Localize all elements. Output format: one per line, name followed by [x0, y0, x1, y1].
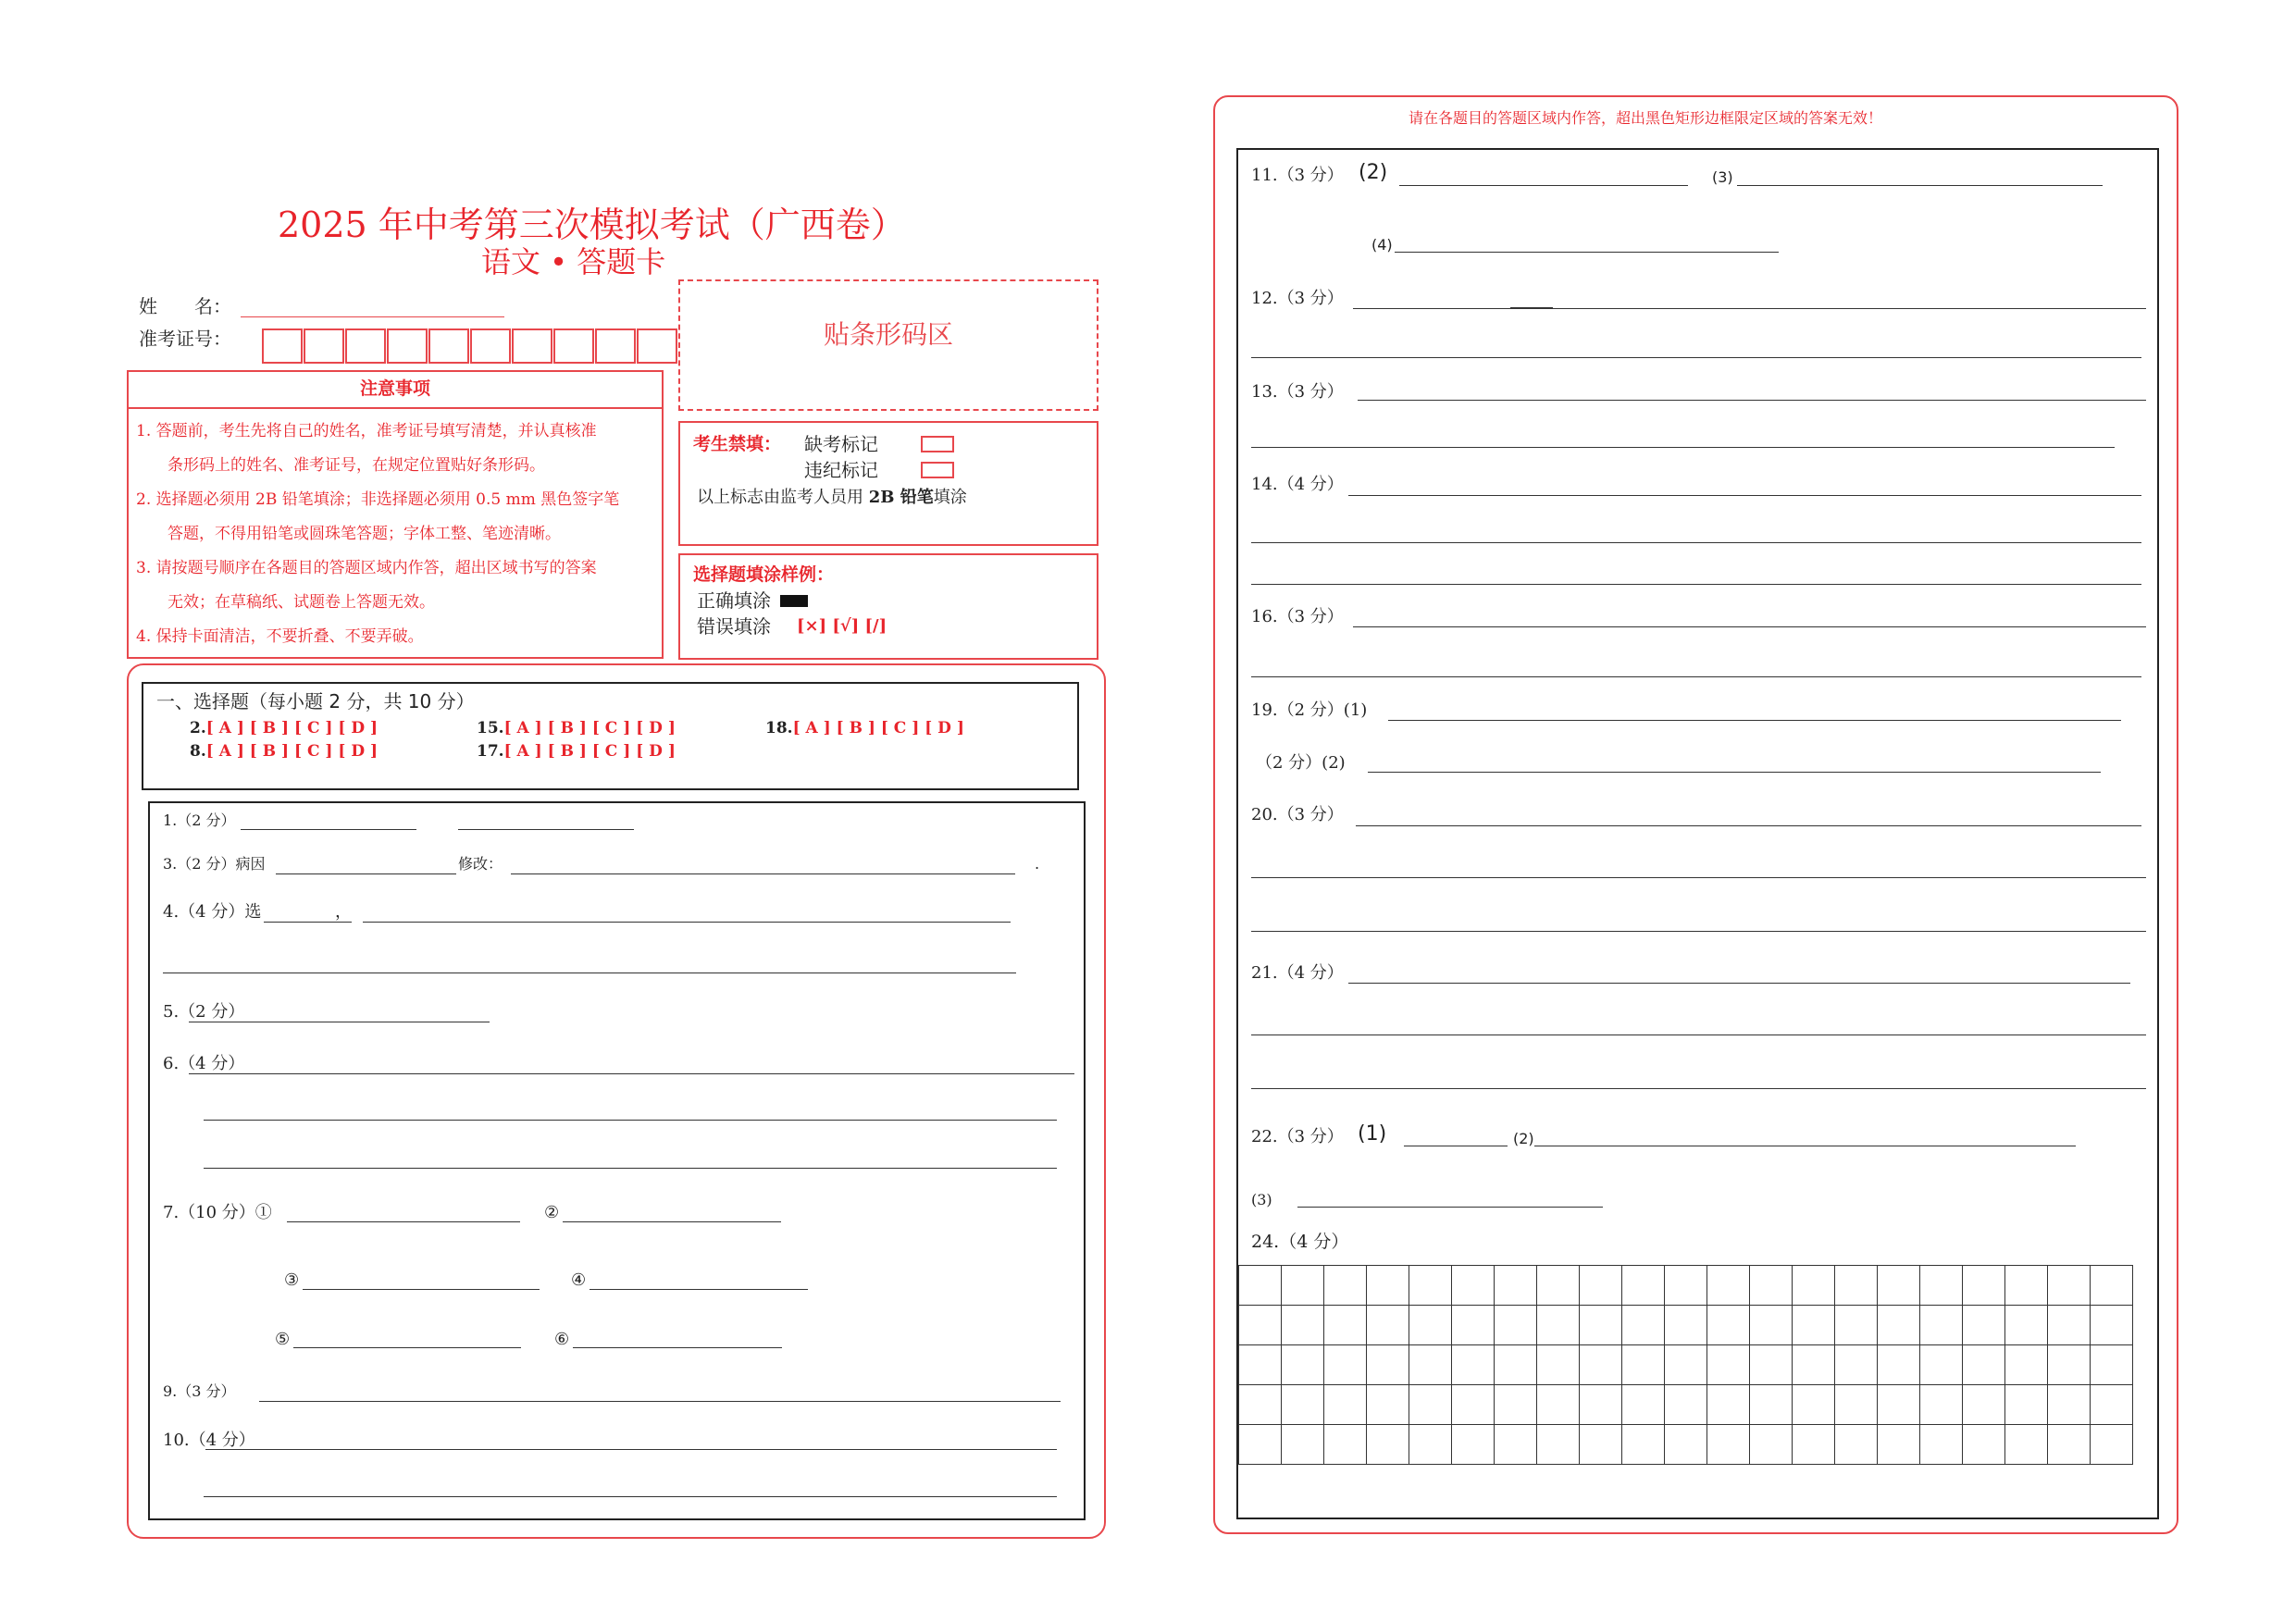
notice-item: 无效；在草稿纸、试题卷上答题无效。: [136, 593, 435, 612]
grid-cell[interactable]: [1622, 1385, 1665, 1425]
q7-circle-6: ⑥: [554, 1330, 570, 1349]
grid-cell[interactable]: [1920, 1425, 1963, 1465]
grid-cell[interactable]: [1665, 1385, 1707, 1425]
q7-answer-2[interactable]: [563, 1221, 781, 1222]
q11-label: 11.（3 分）: [1251, 166, 1344, 185]
grid-cell[interactable]: [1622, 1345, 1665, 1385]
grid-cell[interactable]: [2005, 1425, 2048, 1465]
q3-fix-answer[interactable]: [511, 873, 1015, 874]
choice-title: 一、选择题（每小题 2 分，共 10 分）: [156, 690, 475, 712]
sample-correct-label: 正确填涂: [697, 589, 771, 612]
grid-cell[interactable]: [2091, 1306, 2133, 1345]
q6-answer-2[interactable]: [204, 1120, 1057, 1121]
grid-cell[interactable]: [1282, 1266, 1324, 1306]
q9-label: 9.（3 分）: [163, 1382, 236, 1400]
absent-label: 缺考标记: [804, 433, 878, 455]
grid-cell[interactable]: [1495, 1345, 1537, 1385]
name-label: 姓 名：: [139, 295, 231, 317]
grid-cell[interactable]: [1580, 1306, 1622, 1345]
notice-box: [127, 370, 664, 659]
grid-cell[interactable]: [1963, 1345, 2005, 1385]
q21-answer-3[interactable]: [1251, 1088, 2146, 1089]
barcode-area: [678, 279, 1098, 411]
q16-label: 16.（3 分）: [1251, 607, 1344, 626]
page-title: 2025 年中考第三次模拟考试（广西卷）: [278, 204, 906, 245]
forbidden-note-pre: 以上标志由监考人员用: [697, 488, 869, 507]
q22-sub3: (3): [1251, 1191, 1272, 1208]
q21-answer-1[interactable]: [1348, 983, 2130, 984]
grid-cell[interactable]: [1324, 1345, 1367, 1385]
grid-cell[interactable]: [1239, 1306, 1282, 1345]
grid-cell[interactable]: [1495, 1425, 1537, 1465]
grid-cell[interactable]: [2091, 1266, 2133, 1306]
q14-answer-2[interactable]: [1251, 542, 2141, 543]
forbidden-box: [678, 421, 1098, 546]
choice-row[interactable]: 15.[ A ] [ B ] [ C ] [ D ]: [477, 719, 676, 737]
grid-cell[interactable]: [1324, 1385, 1367, 1425]
grid-cell[interactable]: [1963, 1385, 2005, 1425]
grid-cell[interactable]: [1580, 1425, 1622, 1465]
choice-row[interactable]: 8.[ A ] [ B ] [ C ] [ D ]: [190, 742, 379, 761]
violation-label: 违纪标记: [804, 459, 878, 481]
sample-correct-mark: [780, 595, 808, 607]
grid-cell[interactable]: [1537, 1266, 1580, 1306]
grid-cell[interactable]: [1282, 1385, 1324, 1425]
grid-cell[interactable]: [1750, 1266, 1793, 1306]
grid-cell[interactable]: [1580, 1266, 1622, 1306]
q1-answer-2[interactable]: [458, 829, 634, 830]
grid-cell[interactable]: [1793, 1425, 1835, 1465]
grid-cell[interactable]: [1793, 1306, 1835, 1345]
grid-cell[interactable]: [1793, 1345, 1835, 1385]
grid-cell[interactable]: [1409, 1425, 1452, 1465]
grid-cell[interactable]: [1665, 1345, 1707, 1385]
violation-mark-box[interactable]: [921, 462, 954, 478]
grid-cell[interactable]: [1324, 1266, 1367, 1306]
q7-circle-3: ③: [284, 1270, 300, 1290]
grid-cell[interactable]: [1707, 1385, 1750, 1425]
sample-box: [678, 553, 1098, 660]
grid-cell[interactable]: [1239, 1266, 1282, 1306]
grid-cell[interactable]: [1878, 1425, 1920, 1465]
q19-answer-2[interactable]: [1368, 772, 2101, 773]
writing-grid[interactable]: [1238, 1265, 2133, 1465]
grid-cell[interactable]: [1920, 1385, 1963, 1425]
grid-cell[interactable]: [2005, 1306, 2048, 1345]
q22-label: 22.（3 分）: [1251, 1127, 1344, 1146]
choice-section: [142, 682, 1079, 790]
grid-cell[interactable]: [1537, 1385, 1580, 1425]
q16-answer-1[interactable]: [1353, 626, 2146, 627]
q20-answer-2[interactable]: [1251, 877, 2146, 878]
notice-item: 2. 选择题必须用 2B 铅笔填涂；非选择题必须用 0.5 mm 黑色签字笔: [136, 490, 620, 509]
grid-cell[interactable]: [1324, 1425, 1367, 1465]
q7-label: 7.（10 分）①: [163, 1203, 272, 1222]
q4-comma: ，: [335, 902, 352, 922]
q11-sub4: (4): [1371, 236, 1393, 254]
q1-answer-1[interactable]: [241, 829, 416, 830]
q12-answer-2[interactable]: [1251, 357, 2141, 358]
grid-cell[interactable]: [1707, 1425, 1750, 1465]
grid-cell[interactable]: [1665, 1266, 1707, 1306]
grid-cell[interactable]: [1878, 1385, 1920, 1425]
grid-cell[interactable]: [1495, 1266, 1537, 1306]
q19-label-2: （2 分）(2): [1256, 753, 1346, 773]
grid-cell[interactable]: [1282, 1345, 1324, 1385]
grid-cell[interactable]: [2005, 1345, 2048, 1385]
forbidden-note-post: 填涂: [933, 488, 967, 507]
notice-item: 1. 答题前，考生先将自己的姓名，准考证号填写清楚，并认真核准: [136, 422, 597, 440]
q10-answer-1[interactable]: [205, 1449, 1057, 1450]
q22-sub2: (2): [1513, 1130, 1534, 1147]
grid-cell[interactable]: [1963, 1266, 2005, 1306]
choice-row[interactable]: 17.[ A ] [ B ] [ C ] [ D ]: [477, 742, 676, 761]
grid-cell[interactable]: [1707, 1345, 1750, 1385]
q20-answer-1[interactable]: [1356, 825, 2141, 826]
notice-item: 3. 请按题号顺序在各题目的答题区域内作答，超出区域书写的答案: [136, 559, 597, 577]
grid-cell[interactable]: [1495, 1306, 1537, 1345]
grid-cell[interactable]: [1367, 1306, 1409, 1345]
q20-label: 20.（3 分）: [1251, 805, 1344, 824]
q10-answer-2[interactable]: [204, 1496, 1057, 1497]
q1-label: 1.（2 分）: [163, 812, 236, 829]
grid-cell[interactable]: [1537, 1345, 1580, 1385]
grid-cell[interactable]: [1452, 1425, 1495, 1465]
exam-id-boxes[interactable]: [262, 328, 678, 362]
q12-answer-mark: [1510, 307, 1553, 309]
grid-cell[interactable]: [2048, 1306, 2091, 1345]
choice-row[interactable]: 2.[ A ] [ B ] [ C ] [ D ]: [190, 719, 379, 737]
grid-cell[interactable]: [1409, 1345, 1452, 1385]
q13-answer-1[interactable]: [1358, 400, 2146, 401]
grid-cell[interactable]: [1367, 1345, 1409, 1385]
q6-answer-3[interactable]: [204, 1168, 1057, 1169]
grid-cell[interactable]: [2091, 1345, 2133, 1385]
grid-cell[interactable]: [1324, 1306, 1367, 1345]
q4-label: 4.（4 分）选: [163, 902, 262, 922]
q19-label: 19.（2 分）(1): [1251, 700, 1368, 720]
notice-item: 4. 保持卡面清洁，不要折叠、不要弄破。: [136, 627, 424, 646]
notice-item: 条形码上的姓名、准考证号，在规定位置贴好条形码。: [136, 456, 545, 475]
q7-answer-1[interactable]: [287, 1221, 520, 1222]
grid-cell[interactable]: [1580, 1345, 1622, 1385]
q11-answer-2[interactable]: [1399, 185, 1688, 186]
grid-cell[interactable]: [2005, 1266, 2048, 1306]
q14-answer-1[interactable]: [1348, 495, 2141, 496]
grid-cell[interactable]: [1239, 1385, 1282, 1425]
grid-cell[interactable]: [1707, 1306, 1750, 1345]
grid-cell[interactable]: [1367, 1385, 1409, 1425]
grid-cell[interactable]: [1622, 1266, 1665, 1306]
absent-mark-box[interactable]: [921, 436, 954, 452]
notice-item: 答题，不得用铅笔或圆珠笔答题；字体工整、笔迹清晰。: [136, 525, 561, 543]
q19-answer-1[interactable]: [1388, 720, 2121, 721]
q6-label: 6.（4 分）: [163, 1054, 245, 1073]
grid-cell[interactable]: [1409, 1306, 1452, 1345]
q7-circle-4: ④: [571, 1270, 587, 1290]
q21-label: 21.（4 分）: [1251, 963, 1344, 983]
q14-answer-3[interactable]: [1251, 584, 2141, 585]
sample-title: 选择题填涂样例：: [693, 564, 835, 585]
grid-cell[interactable]: [1835, 1425, 1878, 1465]
grid-cell[interactable]: [1963, 1306, 2005, 1345]
sample-wrong-label: 错误填涂: [697, 615, 771, 638]
grid-cell[interactable]: [1452, 1266, 1495, 1306]
q3-fix-label: 修改：: [458, 855, 503, 873]
q9-answer[interactable]: [259, 1401, 1061, 1402]
grid-cell[interactable]: [1835, 1306, 1878, 1345]
q10-label: 10.（4 分）: [163, 1431, 255, 1450]
grid-cell[interactable]: [2005, 1385, 2048, 1425]
q3-cause-answer[interactable]: [276, 873, 456, 874]
grid-cell[interactable]: [1750, 1345, 1793, 1385]
q22-sub1: (1): [1358, 1122, 1387, 1146]
grid-cell[interactable]: [1920, 1266, 1963, 1306]
q16-answer-2[interactable]: [1251, 676, 2141, 677]
q6-answer-1[interactable]: [189, 1073, 1074, 1074]
q11-sub3: (3): [1712, 168, 1733, 186]
q12-label: 12.（3 分）: [1251, 289, 1344, 308]
forbidden-note: [697, 488, 967, 508]
q11-answer-3[interactable]: [1737, 185, 2103, 186]
grid-cell[interactable]: [1963, 1425, 2005, 1465]
grid-cell[interactable]: [1622, 1425, 1665, 1465]
q7-circle-2: ②: [544, 1203, 560, 1222]
grid-cell[interactable]: [2048, 1425, 2091, 1465]
grid-cell[interactable]: [1452, 1306, 1495, 1345]
choice-row[interactable]: 18.[ A ] [ B ] [ C ] [ D ]: [765, 719, 964, 737]
q7-circle-5: ⑤: [275, 1330, 291, 1349]
grid-cell[interactable]: [1537, 1425, 1580, 1465]
grid-cell[interactable]: [2048, 1345, 2091, 1385]
name-field[interactable]: [241, 316, 504, 317]
grid-cell[interactable]: [1452, 1385, 1495, 1425]
q4-answer-1[interactable]: [363, 922, 1011, 923]
q5-label: 5.（2 分）: [163, 1002, 245, 1022]
q7-answer-6[interactable]: [573, 1347, 782, 1348]
barcode-label: 贴条形码区: [824, 319, 954, 350]
grid-cell[interactable]: [1409, 1266, 1452, 1306]
right-top-note: 请在各题目的答题区域内作答，超出黑色矩形边框限定区域的答案无效！: [1409, 109, 1883, 127]
grid-cell[interactable]: [1495, 1385, 1537, 1425]
grid-cell[interactable]: [1835, 1266, 1878, 1306]
grid-cell[interactable]: [1920, 1345, 1963, 1385]
grid-cell[interactable]: [1707, 1266, 1750, 1306]
grid-cell[interactable]: [1622, 1306, 1665, 1345]
q3-end: .: [1035, 855, 1040, 873]
grid-cell[interactable]: [1665, 1425, 1707, 1465]
grid-cell[interactable]: [2091, 1425, 2133, 1465]
q12-answer-1[interactable]: [1353, 308, 2146, 309]
grid-cell[interactable]: [1452, 1345, 1495, 1385]
q20-answer-3[interactable]: [1251, 931, 2146, 932]
grid-cell[interactable]: [1282, 1425, 1324, 1465]
grid-cell[interactable]: [1793, 1266, 1835, 1306]
q7-answer-5[interactable]: [293, 1347, 521, 1348]
grid-cell[interactable]: [1835, 1345, 1878, 1385]
notice-title: 注意事项: [129, 372, 662, 409]
sample-wrong-marks: [×] [√] [/]: [797, 616, 887, 636]
q7-answer-4[interactable]: [590, 1289, 808, 1290]
grid-cell[interactable]: [2048, 1266, 2091, 1306]
grid-cell[interactable]: [1750, 1425, 1793, 1465]
grid-cell[interactable]: [1920, 1306, 1963, 1345]
q11-answer-4[interactable]: [1395, 252, 1779, 253]
page-subtitle: 语文 • 答题卡: [481, 244, 666, 279]
exam-id-label: 准考证号：: [139, 328, 231, 350]
grid-cell[interactable]: [1878, 1306, 1920, 1345]
grid-cell[interactable]: [1793, 1385, 1835, 1425]
left-answer-box: [148, 801, 1086, 1520]
grid-cell[interactable]: [1580, 1385, 1622, 1425]
grid-cell[interactable]: [2091, 1385, 2133, 1425]
grid-cell[interactable]: [1282, 1306, 1324, 1345]
grid-cell[interactable]: [1878, 1345, 1920, 1385]
q14-label: 14.（4 分）: [1251, 475, 1344, 494]
grid-cell[interactable]: [1878, 1266, 1920, 1306]
notice-list: [129, 409, 662, 654]
grid-cell[interactable]: [1239, 1425, 1282, 1465]
forbidden-note-bold: 2B 铅笔: [868, 488, 934, 507]
q11-sub2: (2): [1359, 161, 1388, 184]
forbidden-label: 考生禁填：: [693, 434, 782, 454]
grid-cell[interactable]: [1537, 1306, 1580, 1345]
grid-cell[interactable]: [1367, 1266, 1409, 1306]
grid-cell[interactable]: [1750, 1306, 1793, 1345]
q13-answer-2[interactable]: [1251, 447, 2115, 448]
q3-label: 3.（2 分）病因: [163, 855, 266, 873]
q13-label: 13.（3 分）: [1251, 382, 1344, 402]
grid-cell[interactable]: [1835, 1385, 1878, 1425]
grid-cell[interactable]: [1409, 1385, 1452, 1425]
q22-answer-3[interactable]: [1297, 1207, 1603, 1208]
grid-cell[interactable]: [1750, 1385, 1793, 1425]
grid-cell[interactable]: [1367, 1425, 1409, 1465]
q7-answer-3[interactable]: [303, 1289, 540, 1290]
grid-cell[interactable]: [1665, 1306, 1707, 1345]
grid-cell[interactable]: [2048, 1385, 2091, 1425]
grid-cell[interactable]: [1239, 1345, 1282, 1385]
q24-label: 24.（4 分）: [1251, 1232, 1349, 1252]
